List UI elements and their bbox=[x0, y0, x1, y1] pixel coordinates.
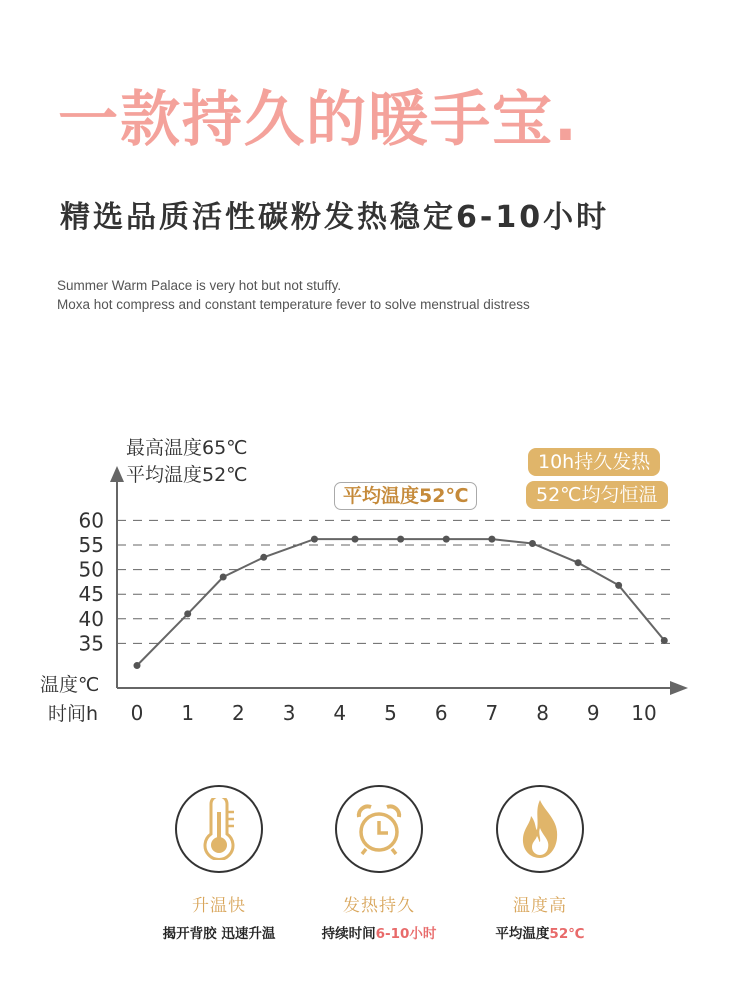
feature-title: 温度高 bbox=[513, 896, 567, 916]
y-tick-label: 35 bbox=[78, 631, 104, 656]
x-tick-label: 9 bbox=[586, 701, 600, 725]
flame-icon bbox=[515, 798, 565, 860]
x-axis-label: 时间h bbox=[48, 703, 99, 725]
data-point bbox=[488, 536, 495, 543]
x-tick-label: 8 bbox=[536, 701, 549, 725]
page-title: 一款持久的暖手宝. bbox=[58, 85, 579, 155]
thermometer-icon bbox=[194, 798, 244, 860]
x-tick-label: 5 bbox=[384, 701, 397, 725]
x-tick-label: 0 bbox=[130, 701, 144, 725]
feature-description: 平均温度52℃ bbox=[495, 926, 585, 942]
data-point bbox=[615, 582, 622, 589]
data-point bbox=[260, 554, 267, 561]
y-tick-label: 50 bbox=[78, 557, 104, 582]
data-point bbox=[529, 540, 536, 547]
data-point bbox=[311, 536, 318, 543]
feature-fast-heating bbox=[129, 785, 309, 942]
feature-icon-circle bbox=[335, 785, 423, 873]
english-description-line-2: Moxa hot compress and constant temperature fever to solve menstrual distress bbox=[57, 297, 530, 312]
x-tick-label: 6 bbox=[434, 701, 448, 725]
feature-description: 持续时间6-10小时 bbox=[321, 926, 437, 942]
x-tick-label: 7 bbox=[485, 701, 499, 725]
tag-10h-heating: 10h持久发热 bbox=[528, 448, 660, 476]
feature-long-lasting bbox=[289, 785, 469, 942]
feature-high-temperature bbox=[450, 785, 630, 942]
axis-note-avg: 平均温度52℃ bbox=[126, 464, 248, 486]
y-tick-label: 40 bbox=[78, 606, 104, 631]
data-point bbox=[134, 662, 141, 669]
y-axis-arrow bbox=[110, 466, 124, 482]
data-point bbox=[352, 536, 359, 543]
feature-title: 升温快 bbox=[192, 896, 246, 916]
tick-labels bbox=[79, 508, 657, 725]
data-point bbox=[220, 573, 227, 580]
data-point bbox=[443, 536, 450, 543]
x-tick-label: 1 bbox=[181, 701, 195, 725]
feature-icon-circle bbox=[496, 785, 584, 873]
english-description-line-1: Summer Warm Palace is very hot but not stuffy. bbox=[57, 278, 342, 293]
data-point bbox=[184, 610, 191, 617]
feature-icon-circle bbox=[175, 785, 263, 873]
axis-note-max: 最高温度65℃ bbox=[126, 437, 248, 459]
x-tick-label: 10 bbox=[631, 701, 657, 725]
y-axis-label: 温度℃ bbox=[40, 674, 100, 696]
tag-constant-temperature: 52℃均匀恒温 bbox=[526, 481, 668, 509]
feature-highlight: 6-10小时 bbox=[375, 926, 437, 942]
temperature-curve bbox=[137, 539, 664, 665]
y-tick-label: 60 bbox=[78, 508, 104, 533]
y-tick-label: 45 bbox=[78, 582, 104, 607]
y-tick-label: 55 bbox=[78, 533, 104, 557]
page-subtitle: 精选品质活性碳粉发热稳定6-10小时 bbox=[60, 200, 610, 235]
feature-highlight: 52℃ bbox=[549, 926, 585, 942]
x-tick-label: 2 bbox=[232, 701, 245, 725]
x-tick-label: 3 bbox=[282, 701, 296, 725]
data-point bbox=[661, 637, 668, 644]
alarm-clock-icon bbox=[351, 801, 407, 857]
plateau-average-label: 平均温度52℃ bbox=[334, 482, 477, 510]
x-axis-arrow bbox=[670, 681, 688, 695]
feature-title: 发热持久 bbox=[343, 896, 415, 916]
data-points bbox=[134, 536, 668, 669]
x-tick-label: 4 bbox=[333, 701, 347, 725]
data-point bbox=[397, 536, 404, 543]
data-point bbox=[575, 559, 582, 566]
feature-description: 揭开背胶 迅速升温 bbox=[162, 926, 276, 942]
